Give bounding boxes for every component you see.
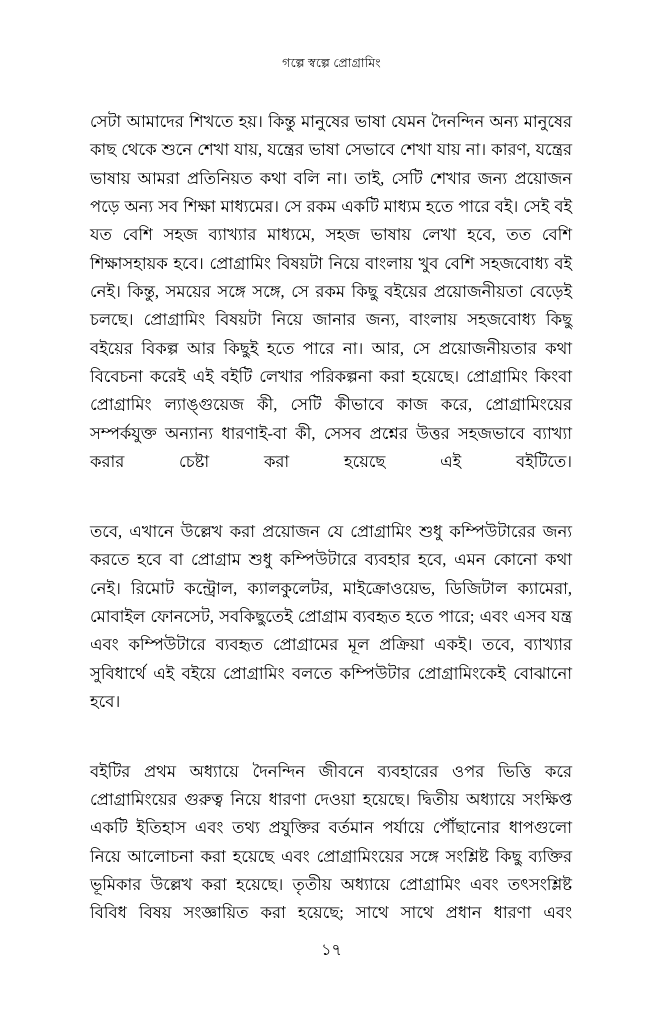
body-text-block	[90, 108, 572, 956]
running-header-title: গল্পে স্বল্পে প্রোগ্রামিং	[282, 56, 381, 70]
page-number: ১৭	[321, 942, 342, 959]
paragraph: বইটির প্রথম অধ্যায়ে দৈনন্দিন জীবনে ব্যবহারের ওপর ভিত্তি করে প্রোগ্রামিংয়ের গুরুত্ব নিয়ে ধারণা দেওয়া হয়েছে। দ্বিতীয় অধ্যায়ে সংক্ষিপ্ত একটি ইতিহাস এবং তথ্য প্রযুক্তির বর্তমান পর্যায়ে পৌঁছানোর ধাপগুলো নিয়ে আলোচনা করা হয়েছে এবং প্রোগ্রামিংয়ের সঙ্গে সংশ্লিষ্ট কিছু ব্যক্তির ভূমিকার উল্লেখ করা হয়েছে। তৃতীয় অধ্যায়ে প্রোগ্রামিং এবং তৎসংশ্লিষ্ট বিবিধ বিষয় সংজ্ঞায়িত করা হয়েছে; সাথে সাথে প্রধান ধারণা এবং	[90, 761, 572, 923]
paragraph: সেটা আমাদের শিখতে হয়। কিন্তু মানুষের ভাষা যেমন দৈনন্দিন অন্য মানুষের কাছ থেকে শুনে শেখা যায়, যন্ত্রের ভাষা সেভাবে শেখা যায় না। কারণ, যন্ত্রের ভাষায় আমরা প্রতিনিয়ত কথা বলি না। তাই, সেটি শেখার জন্য প্রয়োজন পড়ে অন্য সব শিক্ষা মাধ্যমের। সে রকম একটি মাধ্যম হতে পারে বই। সেই বই যত বেশি সহজ ব্যাখ্যার মাধ্যমে, সহজ ভাষায় লেখা হবে, তত বেশি শিক্ষাসহায়ক হবে। প্রোগ্রামিং বিষয়টা নিয়ে বাংলায় খুব বেশি সহজবোধ্য বই নেই। কিন্তু, সময়ের সঙ্গে সঙ্গে, সে রকম কিছু বইয়ের প্রয়োজনীয়তা বেড়েই চলছে। প্রোগ্রামিং বিষয়টা নিয়ে জানার জন্য, বাংলায় সহজবোধ্য কিছু বইয়ের বিকল্প আর কিছুই হতে পারে না। আর, সে প্রয়োজনীয়তার কথা বিবেচনা করেই এই বইটি লেখার পরিকল্পনা করা হয়েছে। প্রোগ্রামিং কিংবা প্রোগ্রামিং ল্যাঙ্গুয়েজ কী, সেটি কীভাবে কাজ করে, প্রোগ্রামিংয়ের সম্পর্কযুক্ত অন্যান্য ধারণাই-বা কী, সেসব প্রশ্নের উত্তর সহজভাবে ব্যাখ্যা করার চেষ্টা করা হয়েছে এই বইটিতে।	[90, 112, 572, 472]
paragraph: তবে, এখানে উল্লেখ করা প্রয়োজন যে প্রোগ্রামিং শুধু কম্পিউটারের জন্য করতে হবে বা প্রোগ্রাম শুধু কম্পিউটারে ব্যবহার হবে, এমন কোনো কথা নেই। রিমোট কন্ট্রোল, ক্যালকুলেটর, মাইক্রোওয়েভ, ডিজিটাল ক্যামেরা, মোবাইল ফোনসেট, সবকিছুতেই প্রোগ্রাম ব্যবহৃত হতে পারে; এবং এসব যন্ত্র এবং কম্পিউটারে ব্যবহৃত প্রোগ্রামের মূল প্রক্রিয়া একই। তবে, ব্যাখ্যার সুবিধার্থে এই বইয়ে প্রোগ্রামিং বলতে কম্পিউটার প্রোগ্রামিংকেই বোঝানো হবে।	[90, 521, 572, 711]
